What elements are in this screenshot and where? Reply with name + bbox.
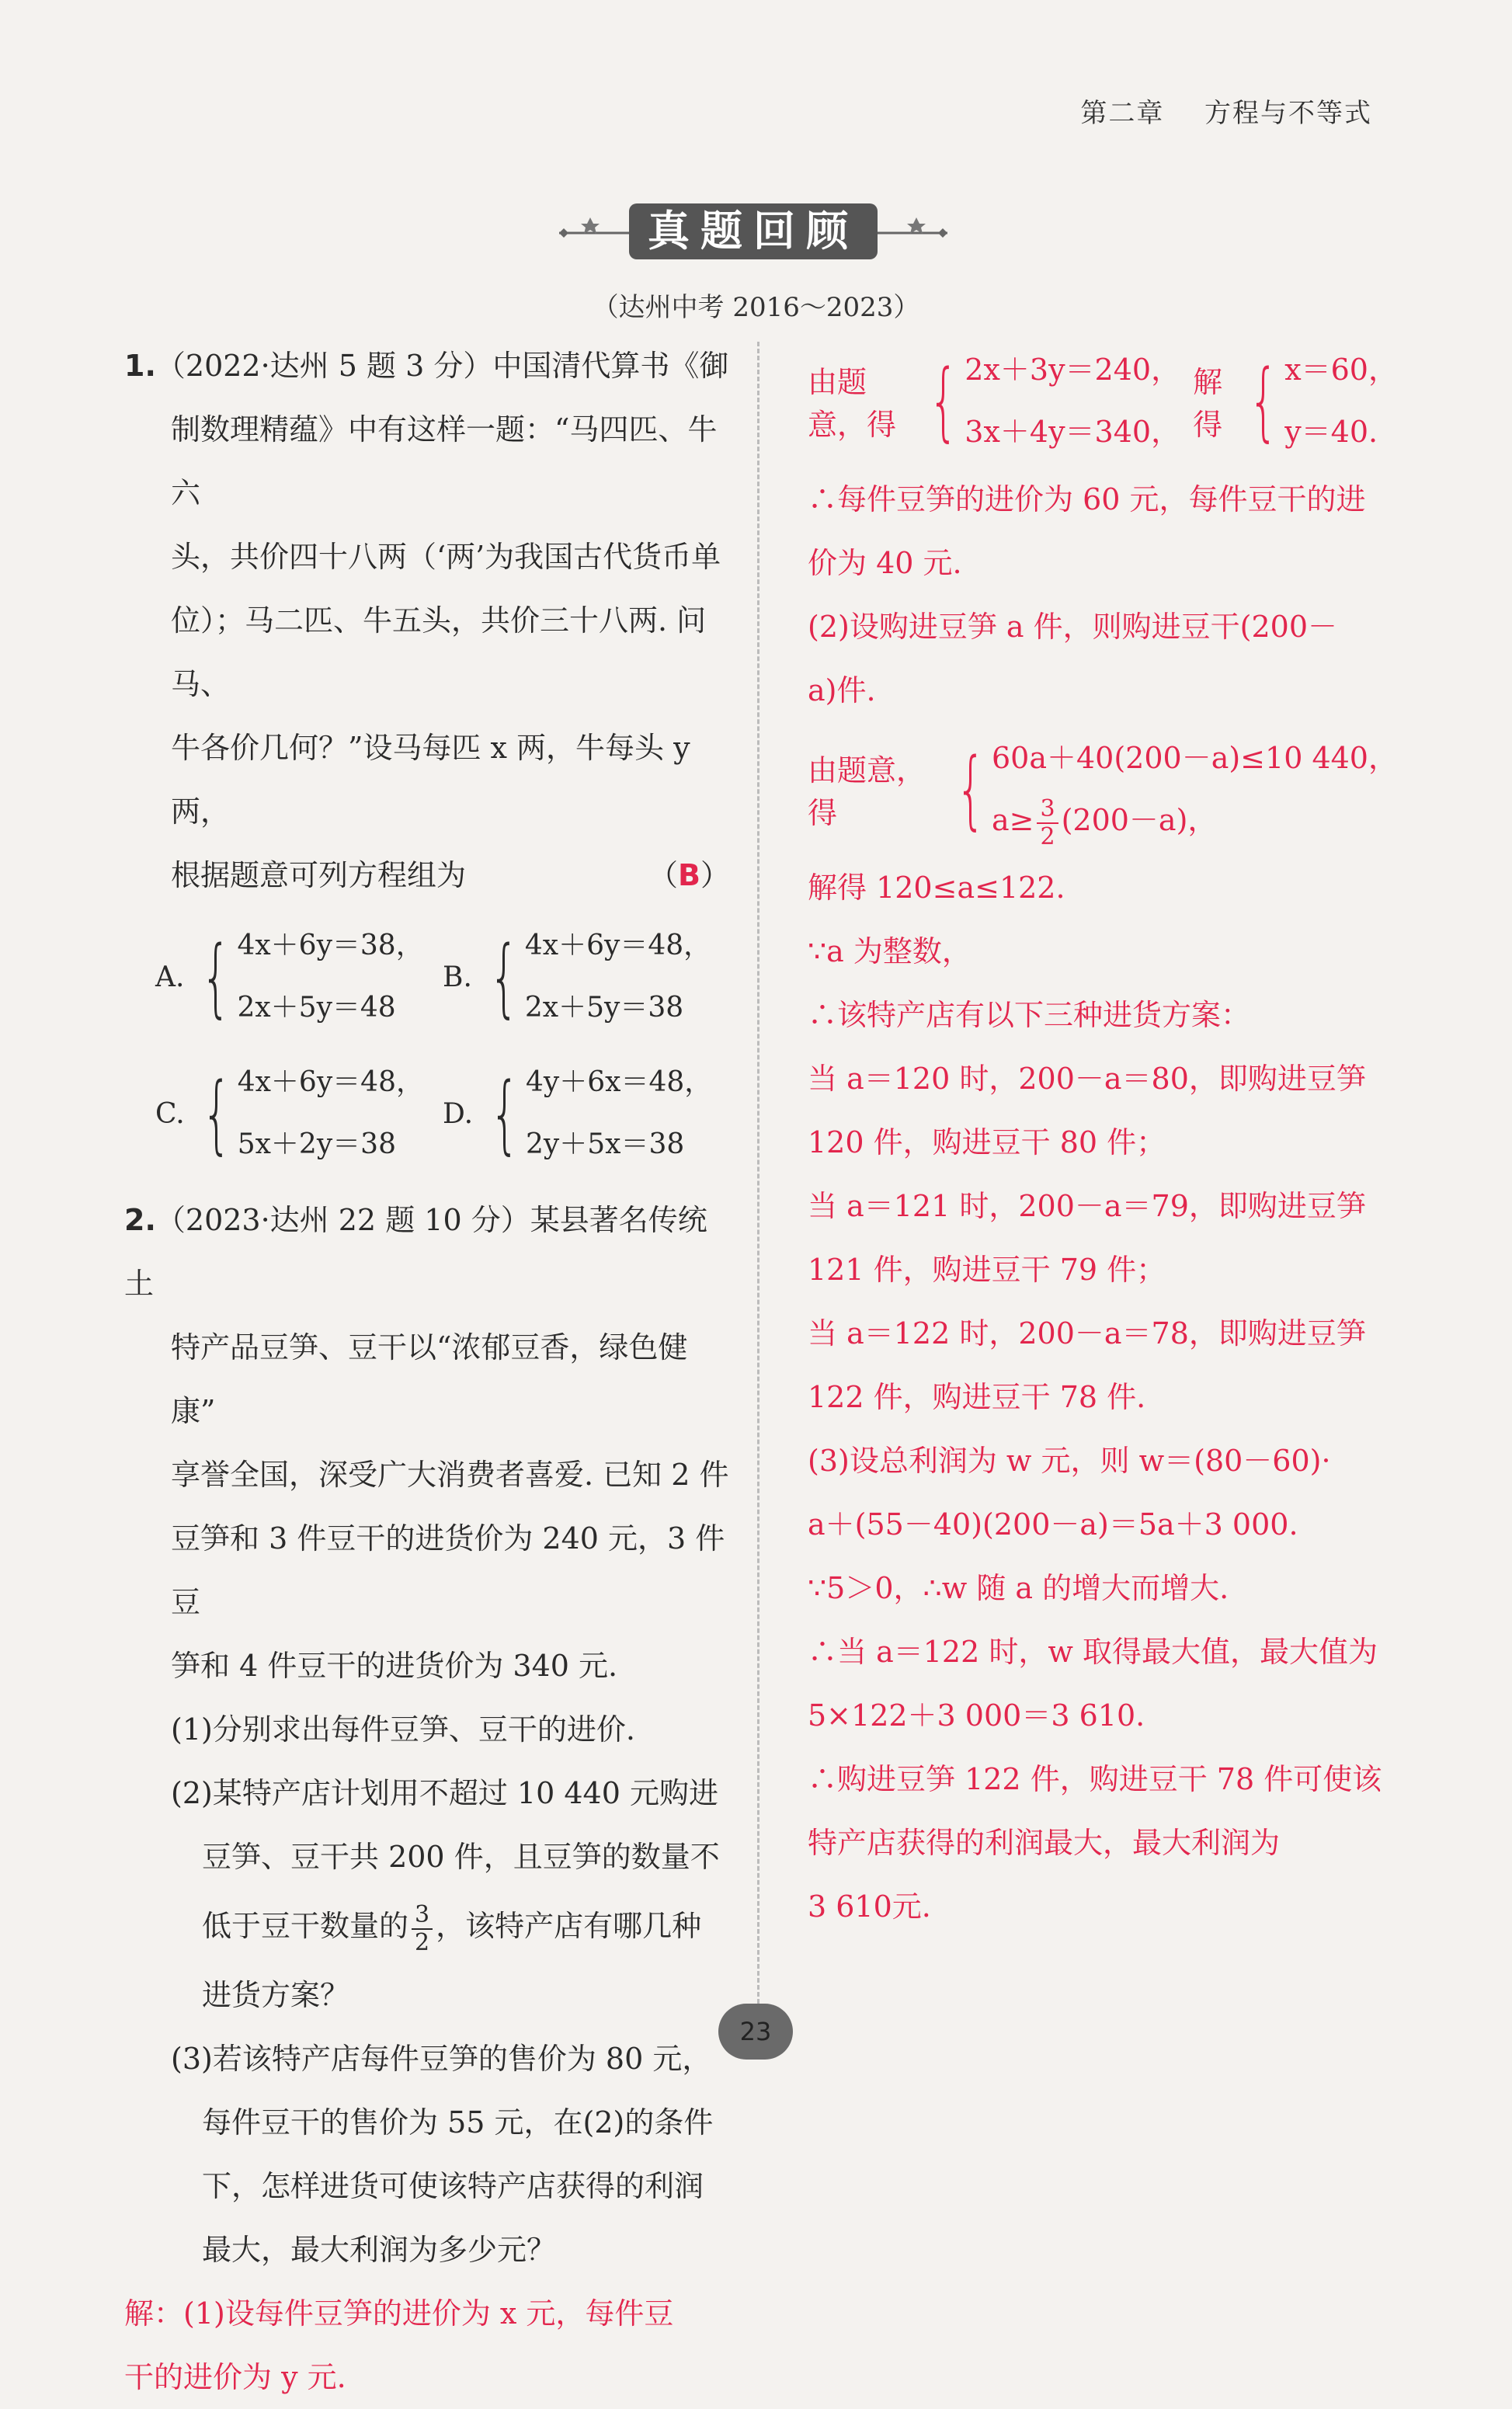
solution-line: 当 a＝122 时，200－a＝78，即购进豆笋 — [808, 1316, 1366, 1350]
q2-part3: 最大，最大利润为多少元？ — [202, 2233, 557, 2267]
solution-line: 当 a＝121 时，200－a＝79，即购进豆笋 — [808, 1189, 1366, 1223]
q1-line: 位）；马二匹、牛五头，共价三十八两. 问马、 — [171, 603, 707, 701]
star-icon — [938, 228, 947, 238]
q1-line: 根据题意可列方程组为 （B） — [124, 843, 730, 907]
chapter-header — [1080, 92, 1372, 130]
q2-number: 2. — [124, 1203, 156, 1237]
solution-line: (3)设总利润为 w 元，则 w＝(80－60)· — [808, 1444, 1331, 1478]
q2-line: 豆笋和 3 件豆干的进货价为 240 元，3 件豆 — [171, 1521, 725, 1619]
q2-line: 特产品豆笋、豆干以“浓郁豆香，绿色健康” — [171, 1330, 688, 1428]
solution-line: 3 610元. — [808, 1889, 931, 1924]
star-icon — [581, 217, 600, 234]
q2-part3: (3)若该特产店每件豆笋的售价为 80 元， — [171, 2042, 712, 2076]
section-title: 真题回顾 — [629, 203, 878, 259]
solution-line: ∴该特产店有以下三种进货方案： — [808, 998, 1251, 1032]
right-column — [808, 334, 1398, 1938]
solution-line: 特产店获得的利润最大，最大利润为 — [808, 1826, 1281, 1860]
fraction: $\frac{3}{2}$ — [1037, 796, 1058, 850]
solution-line: ∴购进豆笋 122 件，购进豆干 78 件可使该 — [808, 1762, 1382, 1796]
solution-line: 121 件，购进豆干 79 件； — [808, 1253, 1166, 1287]
solution-line: 解：(1)设每件豆笋的进价为 x 元，每件豆 — [124, 2296, 674, 2331]
inequality-system: 由题意，得 { 60a＋40(200－a)≤10 440， a≥ $\frac{3}{2}$ (200－a)， — [808, 739, 1398, 850]
star-icon — [559, 228, 568, 238]
option-d: D. { 4y＋6x＝48， 2y＋5x＝38 — [443, 1064, 713, 1163]
solution-line: 解得 120≤a≤122. — [808, 871, 1065, 905]
solution-line: 5×122＋3 000＝3 610. — [808, 1698, 1145, 1733]
q1-line: 牛各价几何？”设马每匹 x 两，牛每头 y 两， — [171, 731, 690, 829]
q2-part2: 进货方案？ — [202, 1978, 350, 2012]
q2-part2: 低于豆干数量的 $\frac{3}{2}$ ，该特产店有哪几种 — [202, 1900, 702, 1956]
solution-line: ∵5＞0，∴w 随 a 的增大而增大. — [808, 1571, 1229, 1605]
column-divider — [757, 342, 759, 2004]
page-number: 23 — [718, 2004, 793, 2060]
q1-options-row — [155, 1052, 730, 1176]
equation-system-1: 由题意，得 { 2x＋3y＝240， 3x＋4y＝340， 解得 { x＝60， y＝40. — [808, 351, 1398, 450]
q1-line: 制数理精蕴》中有这样一题：“马四匹、牛六 — [171, 412, 718, 510]
q1-answer: B — [678, 858, 700, 892]
q1-number: 1. — [124, 349, 156, 383]
q2-line: 享誉全国，深受广大消费者喜爱. 已知 2 件 — [171, 1458, 729, 1492]
q2-line: 笋和 4 件豆干的进货价为 340 元. — [171, 1649, 618, 1683]
solution-line: 价为 40 元. — [808, 546, 962, 580]
q1-line: 头，共价四十八两（‘两’为我国古代货币单 — [171, 540, 721, 574]
solution-line: ∴当 a＝122 时，w 取得最大值，最大值为 — [808, 1635, 1378, 1669]
option-b: B. { 4x＋6y＝48， 2x＋5y＝38 — [443, 927, 712, 1027]
solution-line: a)件. — [808, 673, 876, 707]
chapter-number: 第二章 — [1080, 98, 1165, 129]
section-subtitle: （达州中考 2016～2023） — [592, 292, 920, 323]
q1-options-row — [155, 915, 730, 1039]
chapter-title: 方程与不等式 — [1204, 98, 1372, 129]
solution-line: 当 a＝120 时，200－a＝80，即购进豆笋 — [808, 1062, 1366, 1096]
solution-line: a＋(55－40)(200－a)＝5a＋3 000. — [808, 1507, 1298, 1542]
solution-line: (2)设购进豆笋 a 件，则购进豆干(200－ — [808, 610, 1337, 644]
star-icon — [907, 217, 926, 234]
option-a: A. { 4x＋6y＝38， 2x＋5y＝48 — [155, 927, 424, 1027]
solution-line: 干的进价为 y 元. — [124, 2360, 346, 2394]
solution-line: ∵a 为整数， — [808, 934, 972, 968]
option-c: C. { 4x＋6y＝48， 5x＋2y＝38 — [155, 1064, 424, 1163]
solution-line: ∴每件豆笋的进价为 60 元，每件豆干的进 — [808, 482, 1366, 516]
fraction: $\frac{3}{2}$ — [412, 1902, 433, 1956]
q2-part3: 每件豆干的售价为 55 元，在(2)的条件 — [202, 2105, 714, 2140]
q2-part2: (2)某特产店计划用不超过 10 440 元购进 — [171, 1776, 718, 1810]
left-column — [124, 334, 730, 2409]
q2-part3: 下，怎样进货可使该特产店获得的利润 — [202, 2169, 704, 2203]
q1-line: 1.（2022·达州 5 题 3 分）中国清代算书《御 — [124, 349, 729, 383]
q2-part1: (1)分别求出每件豆笋、豆干的进价. — [171, 1712, 635, 1747]
answer-bracket: （B） — [648, 858, 730, 892]
q2-line: 2.（2023·达州 22 题 10 分）某县著名传统土 — [124, 1203, 707, 1301]
solution-line: 122 件，购进豆干 78 件. — [808, 1380, 1146, 1414]
solution-line: 120 件，购进豆干 80 件； — [808, 1125, 1166, 1159]
q2-part2: 豆笋、豆干共 200 件，且豆笋的数量不 — [202, 1840, 720, 1874]
